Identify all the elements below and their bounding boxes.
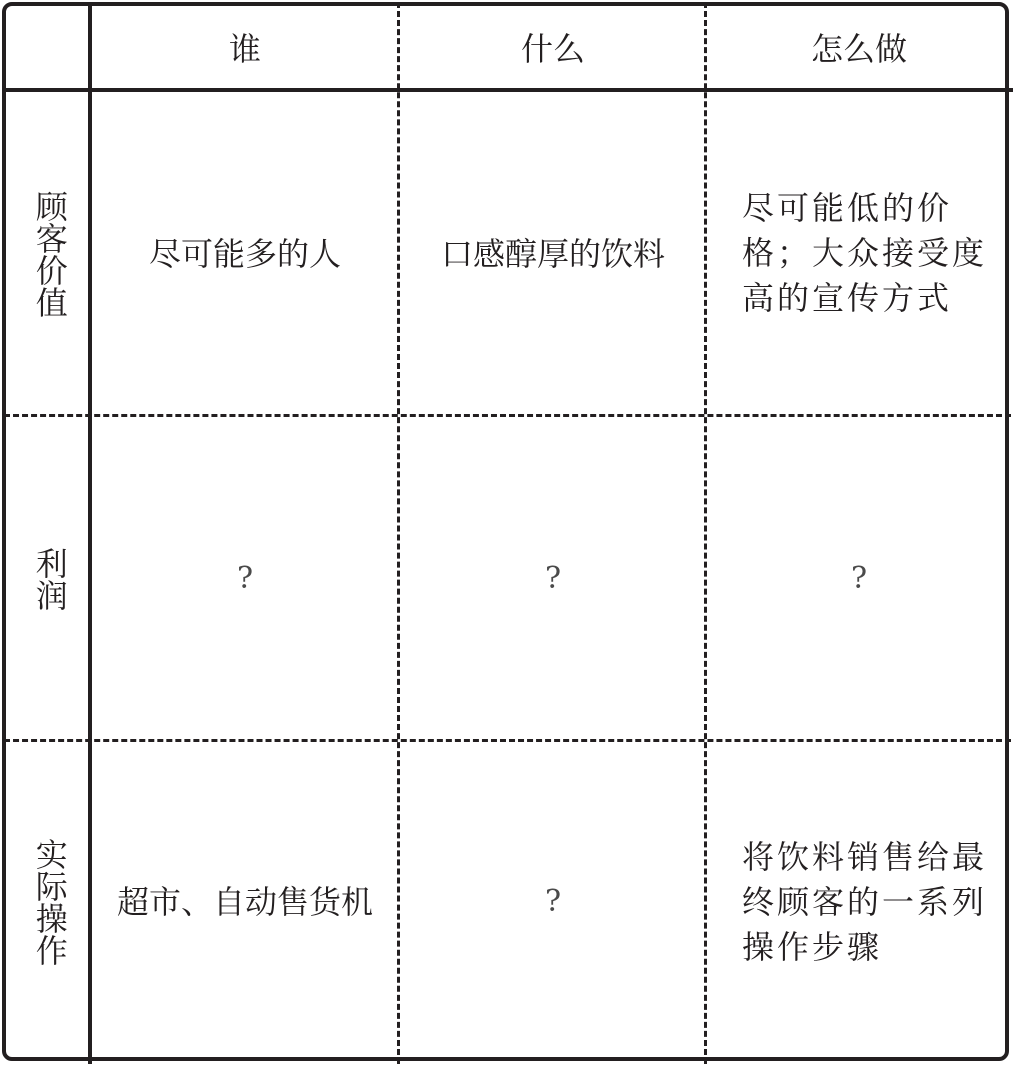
customer-value-what: 口感醇厚的饮料: [440, 234, 665, 273]
profit-who: ?: [236, 561, 254, 596]
row-label-profit: [10, 418, 88, 740]
header-what: 什么: [520, 30, 585, 68]
profit-how: ?: [850, 561, 868, 596]
header-who: 谁: [228, 30, 261, 68]
customer-value-who: 尽可能多的人: [148, 234, 341, 273]
row-label-customer-value-text: 顾客价值: [30, 189, 69, 318]
operations-who: 超市、自动售货机: [116, 883, 373, 921]
customer-value-how: 尽可能低的价格；大众接受度高的宣传方式: [742, 189, 988, 317]
row-label-operations: [10, 743, 88, 1061]
row-label-profit-text: 利润: [30, 547, 69, 611]
operations-what: ?: [544, 884, 562, 919]
header-how: 怎么做: [810, 30, 907, 68]
row-label-operations-text: 实际操作: [30, 838, 69, 966]
profit-what: ?: [544, 561, 562, 596]
operations-how: 将饮料销售给最终顾客的一系列操作步骤: [742, 837, 988, 966]
row-label-customer-value: [10, 92, 88, 415]
